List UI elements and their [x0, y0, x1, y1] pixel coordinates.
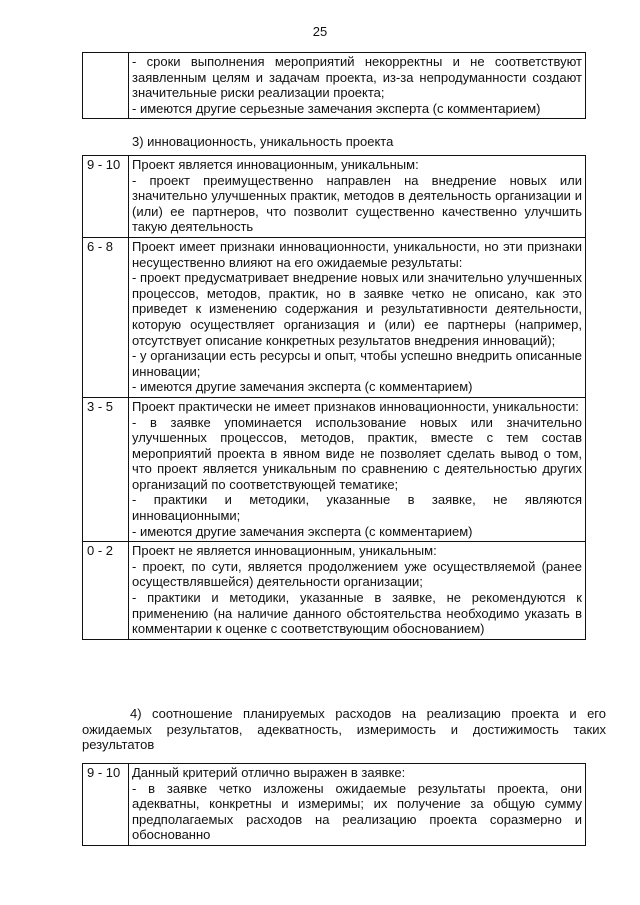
description-line: Проект является инновационным, уникальным: [132, 157, 419, 172]
score-cell: 9 - 10 [83, 764, 129, 846]
criteria-table-continued [82, 52, 586, 119]
description-line: Данный критерий отлично выражен в заявке: [132, 765, 406, 780]
description-cell [129, 237, 586, 397]
score-cell: 6 - 8 [83, 237, 129, 397]
description-cell [129, 397, 586, 541]
description-line: - сроки выполнения мероприятий некорректны и не соответствуют заявленным целям и задачам проекта, из-за непродуманности создают значительные риски реализации проекта; [132, 54, 582, 101]
description-line: - проект, по сути, является продолжением уже осуществляемой (ранее осуществлявшейся) деятельности организации; [132, 558, 582, 590]
description-line: Проект не является инновационным, уникальным: [132, 543, 437, 559]
description-line: - в заявке четко изложены ожидаемые результаты проекта, они адекватны, конкретны и измеримы; их получение за общую сумму предполагаемых расходов на реализацию проекта соразмерно и обоснованно [132, 780, 582, 843]
description-line: - имеются другие серьезные замечания эксперта (с комментарием) [132, 100, 541, 116]
table-row [83, 53, 586, 119]
description-cell [129, 53, 586, 119]
description-line: - проект преимущественно направлен на внедрение новых или значительно улучшенных практик, методов в деятельность организации и (или) ее партнеров, что позволит существенно качественно улучшить такую деятельность [132, 172, 582, 235]
score-cell: 3 - 5 [83, 397, 129, 541]
score-cell: 0 - 2 [83, 542, 129, 640]
table-row [83, 764, 586, 846]
description-line: - имеются другие замечания эксперта (с комментарием) [132, 523, 473, 539]
criteria-table-innovation [82, 155, 586, 640]
table-row [83, 237, 586, 397]
description-line: - практики и методики, указанные в заявке, не рекомендуются к применению (на наличие данного обстоятельства необходимо указать в комментарии к оценке с соответствующим обоснованием) [132, 590, 582, 637]
score-cell: 9 - 10 [83, 156, 129, 238]
description-line: - у организации есть ресурсы и опыт, чтобы успешно внедрить описанные инновации; [132, 348, 582, 379]
description-line: - в заявке упоминается использование новых или значительно улучшенных процессов, методов, практик, вместе с тем состав мероприятий проекта в явном виде не позволяет сделать вывод о том, что проект является уникальным по сравнению с деятельностью других организаций по соответствующей тематике; [132, 414, 582, 492]
description-cell [129, 542, 586, 640]
section-heading-innovation: 3) инновационность, уникальность проекта [132, 134, 394, 149]
description-line: Проект имеет признаки инновационности, уникальности, но эти признаки несущественно влияют на его ожидаемые результаты: [132, 238, 582, 270]
table-row [83, 542, 586, 640]
description-line: Проект практически не имеет признаков инновационности, уникальности: [132, 398, 579, 414]
description-line: - имеются другие замечания эксперта (с комментарием) [132, 379, 473, 395]
page-number: 25 [312, 24, 328, 39]
table-row [83, 397, 586, 541]
table-row [83, 156, 586, 238]
score-cell [83, 53, 129, 119]
description-line: - практики и методики, указанные в заявке, не являются инновационными; [132, 492, 582, 524]
description-cell [129, 156, 586, 238]
description-line: - проект предусматривает внедрение новых или значительно улучшенных процессов, методов, практик, но в заявке четко не описано, как это приведет к изменению содержания и результативности деятельности, которую осуществляет организация и (или) ее партнеры (например, отсутствует описание конкретных результатов внедрения инноваций); [132, 270, 582, 348]
criteria-table-costs-results [82, 763, 586, 846]
description-cell [129, 764, 586, 846]
section-heading-costs-results: 4) соотношение планируемых расходов на реализацию проекта и его ожидаемых результатов, адекватность, измеримость и достижимость таких результатов [82, 706, 606, 753]
